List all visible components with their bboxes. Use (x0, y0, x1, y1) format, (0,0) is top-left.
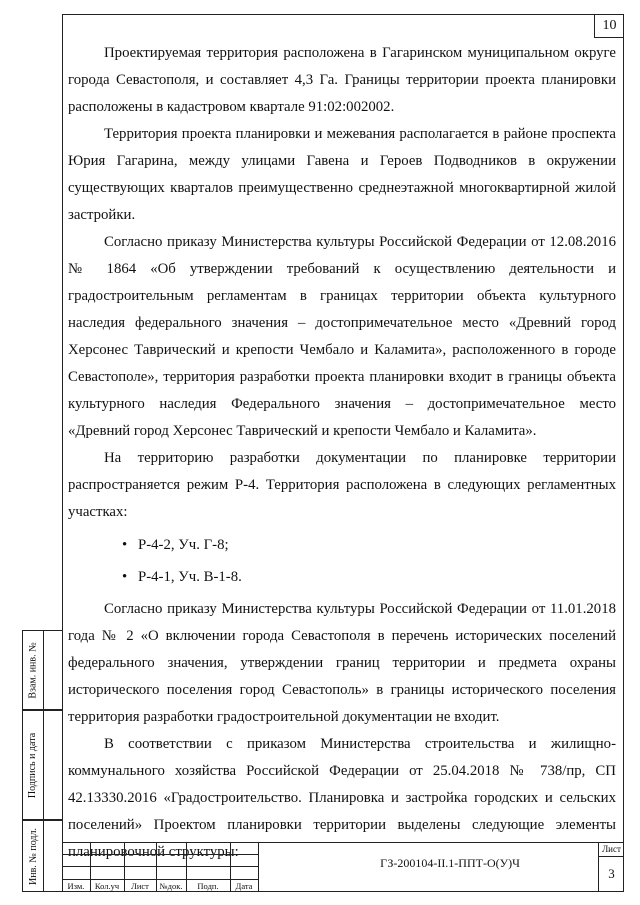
paragraph-5: Согласно приказу Министерства культуры Российской Федерации от 11.01.2018 года № 2 «О включении города Севастополя в перечень исторических поселений федерального значения, утверждении границ территории и предмета охраны исторического поселения город Севастополь» в границы исторического поселения территория разработки градостроительной документации не входит. (68, 601, 616, 725)
paragraph-1: Проектируемая территория расположена в Гагаринском муниципальном округе города Севастополя, и составляет 4,3 Га. Границы территории проекта планировки расположены в кадастровом квартале 91:02:002002. (68, 45, 616, 115)
document-code: ГЗ-200104-II.1-ППТ-О(У)Ч (380, 856, 520, 870)
side-label-podpis: Подпись и дата (27, 732, 39, 798)
side-box-inv (22, 820, 62, 892)
sheet-number: 3 (608, 866, 615, 881)
title-block (62, 842, 624, 892)
side-box-podpis (22, 710, 62, 820)
side-label-vzam: Взам. инв. № (27, 641, 39, 699)
stamp-header-podp: Подп. (197, 881, 219, 891)
page-number: 10 (594, 14, 624, 38)
paragraph-2: Территория проекта планировки и межевания располагается в районе проспекта Юрия Гагарина, между улицами Гавена и Героев Подводников в окружении существующих кварталов преимущественно среднеэтажной многоквартирной жилой застройки. (68, 126, 616, 223)
stamp-header-ndok: №док. (159, 881, 183, 891)
side-label-inv: Инв. № подл. (27, 827, 39, 885)
paragraph-6: В соответствии с приказом Министерства строительства и жилищно-коммунального хозяйства Российской Федерации от 25.04.2018 № 738/пр, СП 42.13330.2016 «Градостроительство. Планировка и застройка городских и сельских поселений» Проектом планировки территории выделены следующие элементы планировочной структуры: (68, 736, 616, 860)
paragraph-3: Согласно приказу Министерства культуры Российской Федерации от 12.08.2016 № 1864 «Об утверждении требований к осуществлению деятельности и градостроительным регламентам в границах территории объекта культурного наследия федерального значения – достопримечательное место «Древний город Херсонес Таврический и крепости Чембало и Каламита», расположенного в городе Севастополе», территория разработки проекта планировки входит в границы объекта культурного наследия Федерального значения – достопримечательное место «Древний город Херсонес Таврический и крепости Чембало и Каламита». (68, 234, 616, 439)
bullet-item-2: • Р-4-1, Уч. В-1-8. (122, 564, 616, 591)
stamp-header-kol: Кол.уч (94, 881, 120, 891)
stamp-header-list: Лист (131, 881, 149, 891)
stamp-header-izm: Изм. (67, 881, 85, 891)
bullet-list (68, 532, 616, 591)
stamp-header-data: Дата (235, 881, 253, 891)
paragraph-4: На территорию разработки документации по планировке территории распространяется режим Р-4. Территория расположена в следующих регламентных участках: (68, 450, 616, 520)
document-body (68, 40, 616, 866)
sheet-label: Лист (602, 844, 621, 854)
side-box-vzam (22, 630, 62, 710)
bullet-item-1: • Р-4-2, Уч. Г-8; (122, 532, 616, 559)
